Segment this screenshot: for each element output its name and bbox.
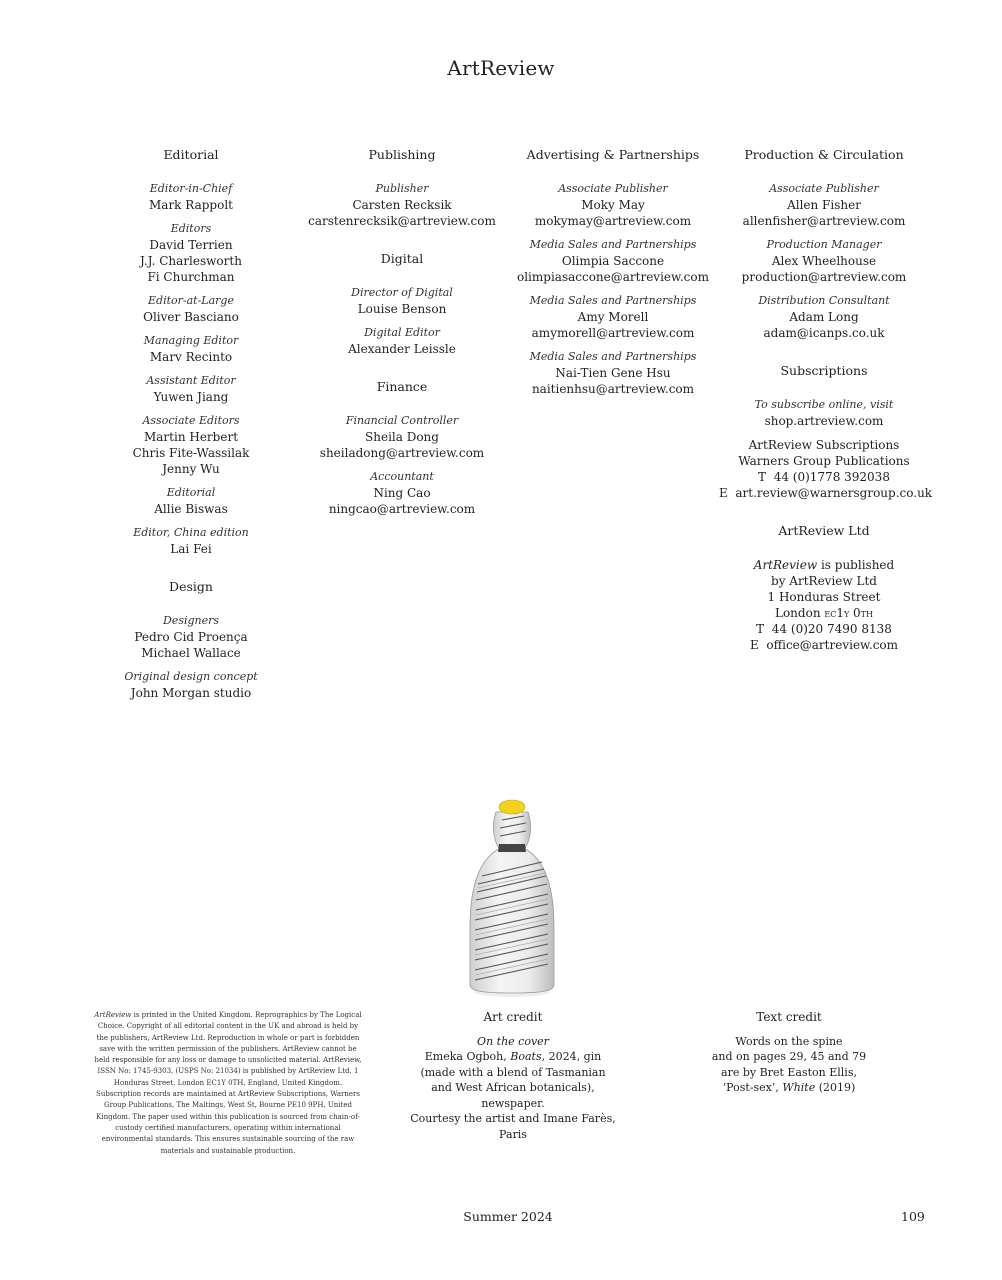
artwork-title: Boats xyxy=(510,1050,542,1063)
cover-artwork-image xyxy=(462,798,562,998)
staff-name: Jenny Wu xyxy=(162,462,220,476)
staff-name: Mark Rappolt xyxy=(149,198,233,212)
staff-name: J.J. Charlesworth xyxy=(140,254,242,268)
credit-line: Words on the spine xyxy=(735,1034,843,1048)
staff-name: Alex Wheelhouse xyxy=(771,254,877,268)
role-label: Media Sales and Partnerships xyxy=(529,238,697,251)
staff-name: Oliver Basciano xyxy=(143,310,239,324)
phone-number: 44 (0)20 7490 8138 xyxy=(771,622,892,636)
credit-line xyxy=(694,1080,884,1096)
artwork-details: , 2024, gin xyxy=(541,1050,602,1063)
staff-name: Pedro Cid Proença xyxy=(134,630,248,644)
staff-name: Marv Recinto xyxy=(149,350,233,364)
fineprint-paragraph xyxy=(92,1010,364,1157)
issue-label: Summer 2024 xyxy=(463,1209,553,1224)
subscriptions-heading: Subscriptions xyxy=(780,363,868,378)
role-label: Designers xyxy=(162,614,220,627)
role-label: Managing Editor xyxy=(143,334,239,347)
email-link[interactable]: sheiladong@artreview.com xyxy=(319,446,485,460)
ltd-phone xyxy=(719,621,929,637)
credit-line: (made with a blend of Tasmanian xyxy=(420,1065,606,1079)
email-link[interactable]: adam@icanps.co.uk xyxy=(763,326,885,340)
address-line: ArtReview Subscriptions xyxy=(748,438,900,452)
fineprint-text: is printed in the United Kingdom. Reprographics by The Logical Choice. Copyright of all editorial content in the UK and abroad is held by the publishers, ArtReview Ltd. Reproduction in whole or part is forbidden save with the written permission of the publishers. ArtReview cannot be held responsible for any loss or damage to unsolicited material. ArtReview, ISSN No: 1745-9303, (USPS No: 21034) is published by ArtReview Ltd, 1 Honduras Street, London EC1Y 0TH, England, United Kingdom. Subscription records are maintained at ArtReview Subscriptions, Warners Group Publications, The Maltings, West St, Bourne PE10 9PH, United Kingdom. The paper used within this publication is sourced from chain-of-custody certified manufacturers, operating within international environmental standards. This ensures sustainable sourcing of the raw materials and sustainable production. xyxy=(94,1011,362,1155)
credit-line: and on pages 29, 45 and 79 xyxy=(711,1050,867,1063)
source-year: (2019) xyxy=(815,1081,856,1094)
address-line: Warners Group Publications xyxy=(738,454,910,468)
credit-line: and West African botanicals), newspaper. xyxy=(431,1081,595,1110)
subs-phone xyxy=(719,469,929,485)
subscribe-link[interactable]: shop.artreview.com xyxy=(764,414,884,428)
published-line xyxy=(719,557,929,573)
email-address: office@artreview.com xyxy=(766,638,899,652)
role-label: Associate Editors xyxy=(142,414,240,427)
page-number: 109 xyxy=(901,1209,925,1224)
subscriptions-address xyxy=(719,437,933,501)
role-label: Editor-at-Large xyxy=(148,294,234,307)
email-link[interactable]: olimpiasaccone@artreview.com xyxy=(516,270,710,284)
artist-name: Emeka Ogboh, xyxy=(424,1050,511,1063)
production-column xyxy=(719,147,933,653)
role-label: Digital Editor xyxy=(364,326,440,339)
email-link[interactable]: amymorell@artreview.com xyxy=(531,326,695,340)
email-link[interactable]: allenfisher@artreview.com xyxy=(742,214,906,228)
role-label: Assistant Editor xyxy=(146,374,236,387)
role-label: Editor-in-Chief xyxy=(149,182,233,195)
email-address: art.review@warnersgroup.co.uk xyxy=(735,486,933,500)
publishing-column xyxy=(297,147,507,517)
staff-name: Allie Biswas xyxy=(154,502,228,516)
staff-name: Olimpia Saccone xyxy=(561,254,665,268)
text-credit-heading: Text credit xyxy=(756,1010,822,1024)
address-line: by ArtReview Ltd xyxy=(771,574,877,588)
staff-name: Lai Fei xyxy=(170,542,212,556)
staff-name: Adam Long xyxy=(789,310,859,324)
role-label: Original design concept xyxy=(124,670,258,683)
staff-name: Alexander Leissle xyxy=(348,342,456,356)
staff-name: Yuwen Jiang xyxy=(153,390,229,404)
production-heading: Production & Circulation xyxy=(744,147,904,162)
role-label: Director of Digital xyxy=(351,286,453,299)
staff-name: John Morgan studio xyxy=(130,686,252,700)
ltd-email[interactable] xyxy=(719,637,929,653)
address-city xyxy=(719,605,929,621)
fineprint-brand: ArtReview xyxy=(94,1011,132,1019)
credit-line: are by Bret Easton Ellis, xyxy=(721,1065,857,1079)
postcode: ec1y 0th xyxy=(824,606,873,620)
editorial-heading: Editorial xyxy=(163,147,219,162)
role-label: Media Sales and Partnerships xyxy=(529,350,697,363)
source-title: White xyxy=(782,1081,816,1094)
staff-name: Moky May xyxy=(581,198,645,212)
staff-name: David Terrien xyxy=(149,238,233,252)
role-label: Editors xyxy=(170,222,212,235)
design-heading: Design xyxy=(169,579,213,594)
phone-prefix: T xyxy=(758,470,767,484)
art-credit-block xyxy=(398,1010,628,1142)
neck-band xyxy=(498,844,526,852)
credit-line: Courtesy the artist and Imane Farès, Paris xyxy=(410,1112,616,1141)
source-pre: ‘Post-sex’, xyxy=(722,1081,783,1094)
email-prefix: E xyxy=(719,486,728,500)
digital-heading: Digital xyxy=(380,251,424,266)
email-link[interactable]: ningcao@artreview.com xyxy=(328,502,476,516)
subs-email[interactable] xyxy=(719,485,933,501)
brand-italic: ArtReview xyxy=(753,558,818,572)
city: London xyxy=(774,606,825,620)
role-label: Associate Publisher xyxy=(558,182,668,195)
staff-name: Fi Churchman xyxy=(147,270,235,284)
staff-name: Carsten Recksik xyxy=(352,198,452,212)
staff-name: Sheila Dong xyxy=(365,430,439,444)
email-link[interactable]: production@artreview.com xyxy=(741,270,907,284)
art-credit-heading: Art credit xyxy=(483,1010,543,1024)
cover-label: On the cover xyxy=(477,1034,549,1048)
staff-name: Louise Benson xyxy=(357,302,447,316)
phone-number: 44 (0)1778 392038 xyxy=(773,470,890,484)
role-label: Financial Controller xyxy=(345,414,459,427)
subscribe-label: To subscribe online, visit xyxy=(754,398,894,411)
publishing-heading: Publishing xyxy=(368,147,436,162)
role-label: Editorial xyxy=(166,486,216,499)
editorial-column xyxy=(86,147,296,701)
advertising-heading: Advertising & Partnerships xyxy=(526,147,700,162)
email-prefix: E xyxy=(749,638,759,652)
bottle-cap xyxy=(499,800,525,814)
text-credit-block xyxy=(694,1010,884,1096)
masthead-title: ArtReview xyxy=(447,56,555,80)
staff-name: Chris Fite-Wassilak xyxy=(132,446,250,460)
staff-name: Ning Cao xyxy=(373,486,431,500)
role-label: Editor, China edition xyxy=(133,526,249,539)
role-label: Publisher xyxy=(375,182,429,195)
role-label: Associate Publisher xyxy=(769,182,879,195)
advertising-column xyxy=(508,147,718,397)
staff-name: Allen Fisher xyxy=(787,198,861,212)
artwork-title-line xyxy=(398,1049,628,1065)
email-link[interactable]: mokymay@artreview.com xyxy=(534,214,692,228)
address-line: 1 Honduras Street xyxy=(767,590,881,604)
email-link[interactable]: naitienhsu@artreview.com xyxy=(531,382,695,396)
staff-name: Michael Wallace xyxy=(141,646,241,660)
artreview-ltd-heading: ArtReview Ltd xyxy=(778,523,870,538)
role-label: Distribution Consultant xyxy=(758,294,890,307)
staff-name: Amy Morell xyxy=(577,310,649,324)
published-rest: is published xyxy=(817,558,895,572)
staff-name: Nai-Tien Gene Hsu xyxy=(555,366,671,380)
staff-name: Martin Herbert xyxy=(143,430,239,444)
role-label: Media Sales and Partnerships xyxy=(529,294,697,307)
phone-prefix: T xyxy=(756,622,765,636)
role-label: Accountant xyxy=(370,470,434,483)
finance-heading: Finance xyxy=(376,379,428,394)
role-label: Production Manager xyxy=(766,238,882,251)
email-link[interactable]: carstenrecksik@artreview.com xyxy=(308,214,496,228)
